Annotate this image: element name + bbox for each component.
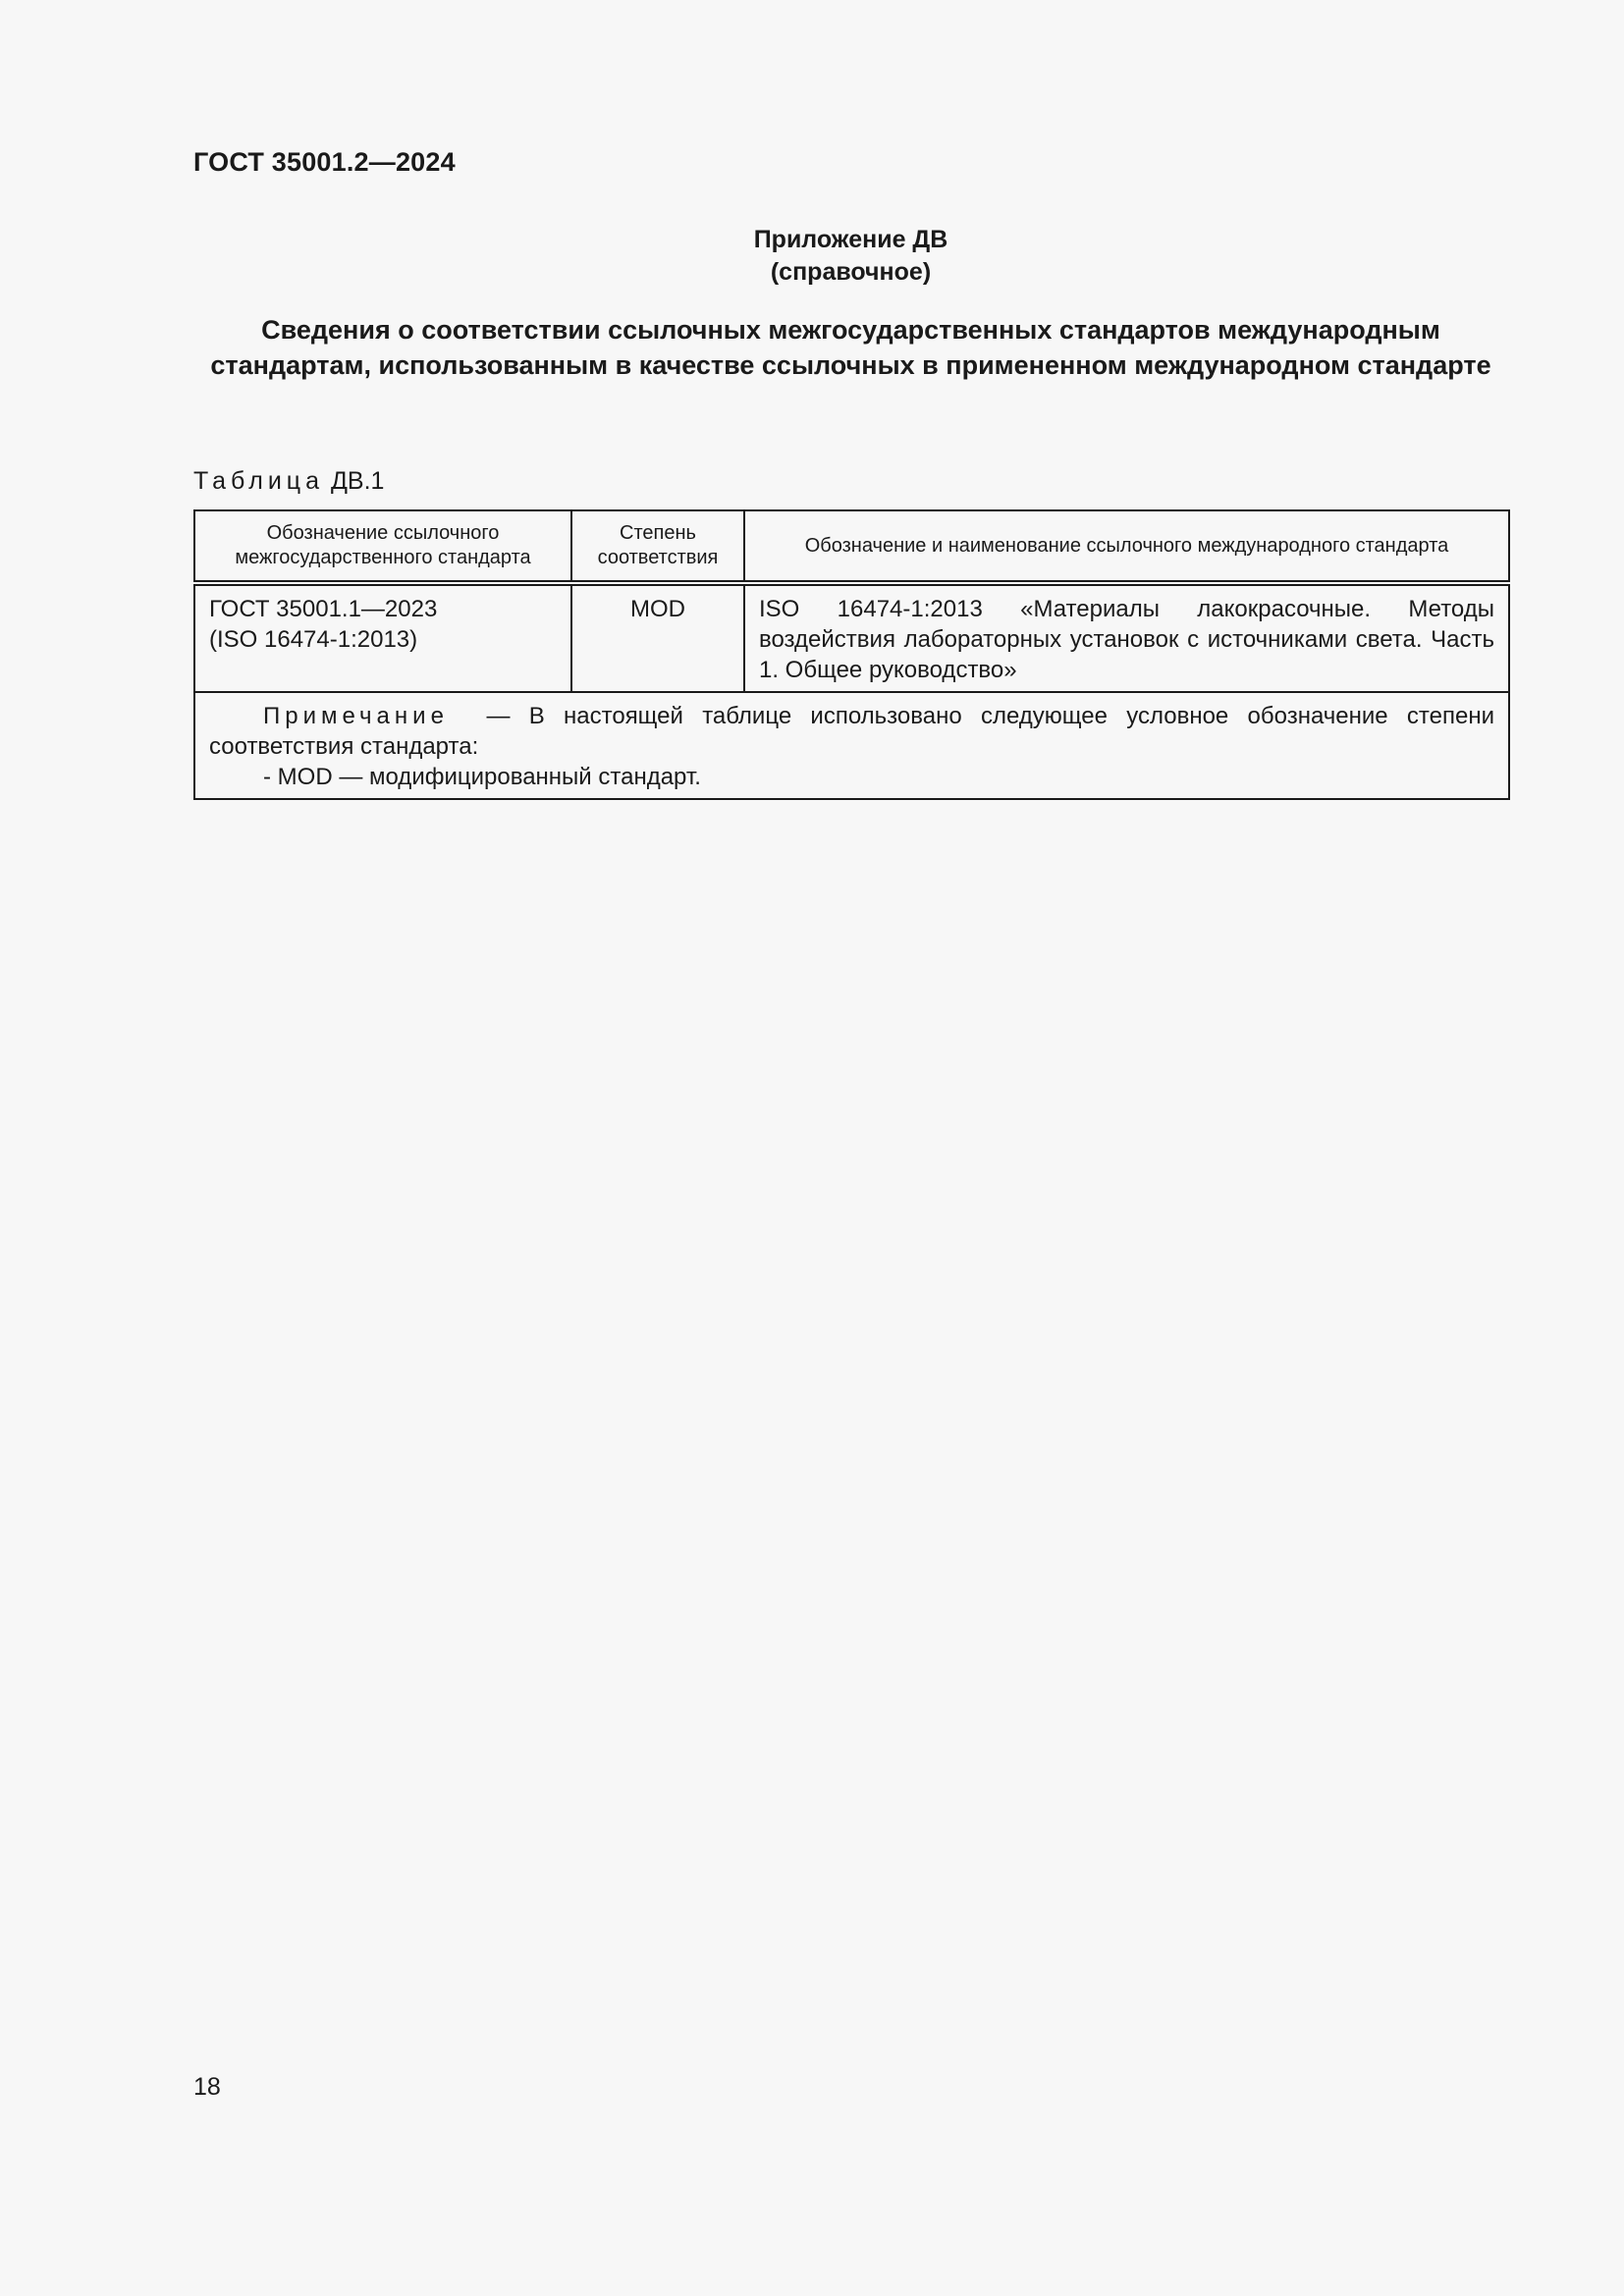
table-header-row — [194, 510, 1509, 583]
cell-degree: MOD — [571, 583, 744, 692]
table-note-row — [194, 692, 1509, 799]
table-row — [194, 583, 1509, 692]
appendix-label: Приложение ДВ — [753, 226, 948, 253]
cell-designation: ГОСТ 35001.1—2023 (ISO 16474-1:2013) — [194, 583, 571, 692]
standards-table — [193, 509, 1510, 800]
table-caption-word: Таблица — [193, 467, 325, 495]
cell-international: ISO 16474-1:2013 «Материалы лакокрасочные. Методы воздействия лабораторных установок с источниками света. Часть 1. Общее руководство» — [744, 583, 1509, 692]
appendix-kind: (справочное) — [770, 258, 932, 286]
note-paragraph — [209, 701, 1494, 762]
table-note-cell — [194, 692, 1509, 799]
appendix-title: Сведения о соответствии ссылочных межгосударственных стандартов международным стандартам, использованным в качестве ссылочных в примененном международном стандарте — [210, 315, 1491, 380]
page-number: 18 — [193, 2073, 221, 2101]
note-item: - MOD — модифицированный стандарт. — [263, 764, 701, 790]
note-label: Примечание — [263, 703, 449, 729]
column-header-international: Обозначение и наименование ссылочного международного стандарта — [744, 510, 1509, 583]
column-header-designation: Обозначение ссылочного межгосударственного стандарта — [194, 510, 571, 583]
document-code: ГОСТ 35001.2—2024 — [193, 147, 456, 177]
column-header-degree: Степень соответствия — [571, 510, 744, 583]
note-text: — В настоящей таблице использовано следующее условное обозначение степени соответствия стандарта: — [209, 703, 1494, 760]
appendix-heading — [0, 224, 1624, 289]
table-caption-number: ДВ.1 — [330, 467, 385, 495]
table-caption — [193, 467, 384, 496]
